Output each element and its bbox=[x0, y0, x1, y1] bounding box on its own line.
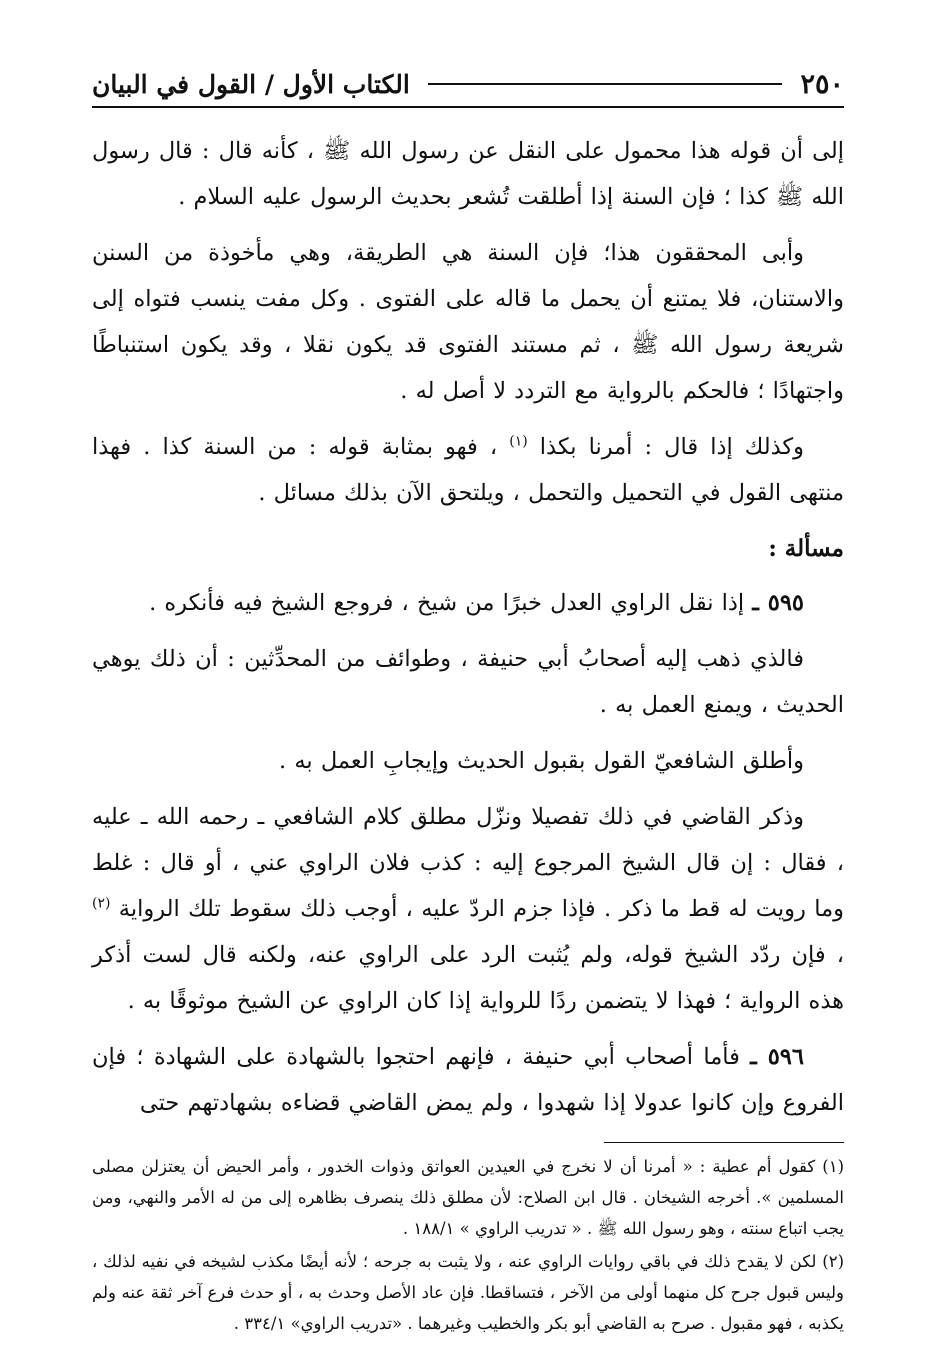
page-header bbox=[92, 62, 844, 108]
footnotes bbox=[92, 1151, 844, 1339]
running-title: الكتاب الأول / القول في البيان bbox=[92, 69, 410, 99]
paragraph-text: ، فإن ردّد الشيخ قوله، ولم يُثبت الرد على الراوي عنه، ولكنه قال لست أذكر هذه الرواية ؛ فهذا لا يتضمن ردًا للرواية إذا كان الراوي عن الشيخ موثوقًا به . bbox=[92, 942, 844, 1014]
footnote-marker: (١) bbox=[509, 433, 528, 450]
issue-paragraph bbox=[92, 580, 844, 626]
issue-number: ٥٩٥ ـ bbox=[752, 590, 804, 616]
paragraph: فالذي ذهب إليه أصحابُ أبي حنيفة ، وطوائف من المحدِّثين : أن ذلك يوهي الحديث ، ويمنع العمل به . bbox=[92, 646, 844, 718]
footnote-text: كقول أم عطية : « أمرنا أن لا نخرج في العيدين العواتق وذوات الخدور ، وأمر الحيض أن يعتزلن مصلى المسلمين ». أخرجه الشيخان . قال ابن الصلاح: لأن مطلق ذلك ينصرف بظاهره إلى من له الأمر والنهي، ومن يجب اتباع سنته ، وهو رسول الله ﷺ . « تدريب الراوي » ١٨٨/١ . bbox=[92, 1157, 844, 1238]
header-rule bbox=[428, 83, 783, 85]
paragraph: إلى أن قوله هذا محمول على النقل عن رسول الله ﷺ ، كأنه قال : قال رسول الله ﷺ كذا ؛ فإن السنة إذا أطلقت تُشعر بحديث الرسول عليه السلام . bbox=[92, 138, 844, 210]
issue-heading: مسألة : bbox=[768, 535, 844, 562]
footnote-separator bbox=[604, 1142, 844, 1143]
main-text bbox=[92, 128, 844, 1126]
paragraph-text: وذكر القاضي في ذلك تفصيلا ونزّل مطلق كلام الشافعي ـ رحمه الله ـ عليه ، فقال : إن قال الشيخ المرجوع إليه : كذب فلان الراوي عني ، أو قال : غلط وما رويت له قط ما ذكر . فإذا جزم الردّ عليه ، أوجب ذلك سقوط تلك الرواية bbox=[92, 804, 844, 922]
paragraph bbox=[92, 424, 844, 516]
paragraph-text: ، فهو بمثابة قوله : من السنة كذا . فهذا منتهى القول في التحميل والتحمل ، ويلتحق الآن بذلك مسائل . bbox=[92, 434, 844, 506]
footnote bbox=[92, 1246, 844, 1339]
footnote-number: (٢) bbox=[822, 1252, 844, 1271]
page-number: ٢٥٠ bbox=[800, 68, 844, 100]
footnote-marker: (٢) bbox=[92, 895, 111, 912]
issue-text: إذا نقل الراوي العدل خبرًا من شيخ ، فروجع الشيخ فيه فأنكره . bbox=[149, 590, 745, 616]
paragraph: وأطلق الشافعيّ القول بقبول الحديث وإيجابِ العمل به . bbox=[279, 748, 804, 774]
issue-number: ٥٩٦ ـ bbox=[750, 1044, 804, 1070]
paragraph bbox=[92, 794, 844, 1024]
footnote-number: (١) bbox=[822, 1157, 844, 1176]
footnote bbox=[92, 1151, 844, 1244]
issue-paragraph bbox=[92, 1034, 844, 1126]
issue-text: فأما أصحاب أبي حنيفة ، فإنهم احتجوا بالشهادة على الشهادة ؛ فإن الفروع وإن كانوا عدولا إذا شهدوا ، ولم يمض القاضي قضاءه بشهادتهم حتى bbox=[92, 1044, 844, 1116]
paragraph: وأبى المحققون هذا؛ فإن السنة هي الطريقة، وهي مأخوذة من السنن والاستنان، فلا يمتنع أن يحمل ما قاله على الفتوى . وكل مفت ينسب فتواه إلى شريعة رسول الله ﷺ ، ثم مستند الفتوى قد يكون نقلا ، وقد يكون استنباطًا واجتهادًا ؛ فالحكم بالرواية مع التردد لا أصل له . bbox=[92, 240, 844, 404]
footnote-text: لكن لا يقدح ذلك في باقي روايات الراوي عنه ، ولا يثبت به جرحه ؛ لأنه أيضًا مكذب لشيخه في نفيه لذلك ، وليس قبول جرح كل منهما أولى من الآخر ، فتساقطا. فإن عاد الأصل وحدث به ، أو حدث فرع آخر ثقة عنه ولم يكذبه ، فهو مقبول . صرح به القاضي أبو بكر والخطيب وغيرهما . «تدريب الراوي» ٣٣٤/١ . bbox=[92, 1252, 844, 1333]
paragraph-text: وكذلك إذا قال : أمرنا بكذا bbox=[539, 434, 804, 460]
